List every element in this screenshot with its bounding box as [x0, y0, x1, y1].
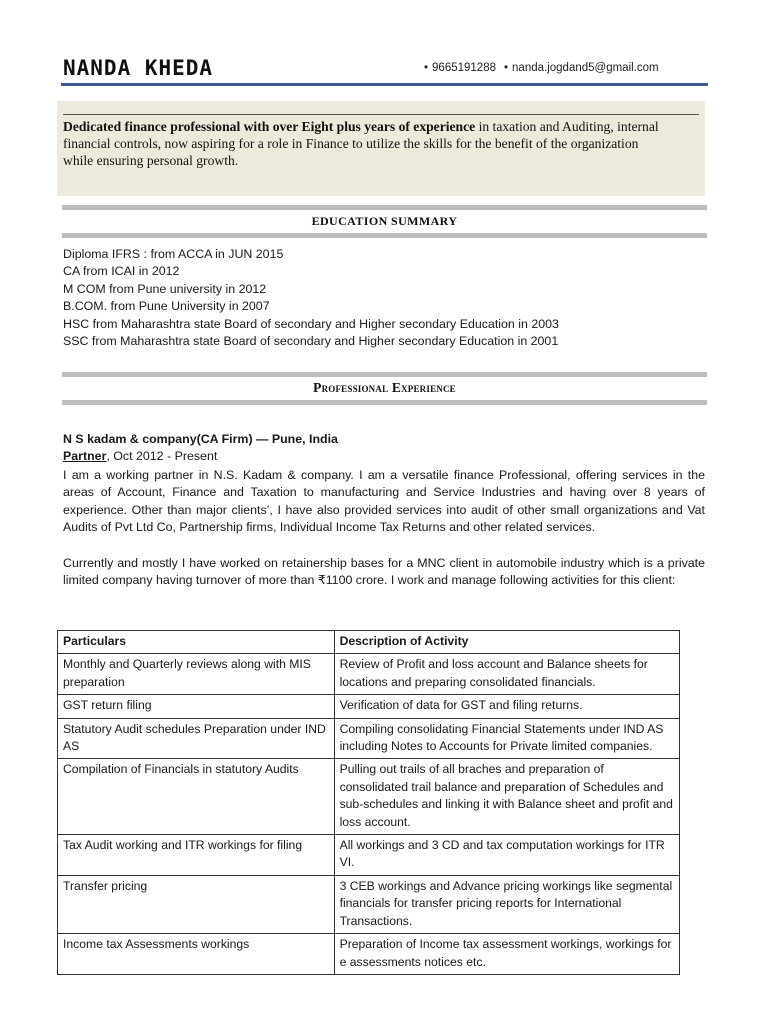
email-address: nanda.jogdand5@gmail.com — [512, 62, 659, 74]
table-cell: Income tax Assessments workings — [58, 934, 335, 975]
table-cell: Verification of data for GST and filing returns. — [334, 695, 679, 718]
table-row — [58, 759, 680, 835]
company-name: N S kadam & company(CA Firm) — Pune, India — [63, 432, 338, 446]
table-cell: Review of Profit and loss account and Balance sheets for locations and preparing consolidated financials. — [334, 654, 679, 695]
education-list — [63, 246, 559, 350]
table-row — [58, 934, 680, 975]
experience-heading: Professional Experience — [313, 380, 456, 395]
section-band — [62, 233, 707, 238]
table-row — [58, 835, 680, 876]
column-header: Particulars — [58, 631, 335, 654]
table-cell: Monthly and Quarterly reviews along with MIS preparation — [58, 654, 335, 695]
role-line — [63, 449, 217, 463]
summary-rest: in taxation and Auditing, internal financial controls, now aspiring for a role in Finance to utilize the skills for the benefit of the organization while ensuring personal growth. — [63, 119, 659, 168]
table-cell: GST return filing — [58, 695, 335, 718]
table-cell: Compiling consolidating Financial Statements under IND AS including Notes to Accounts for Private limited companies. — [334, 718, 679, 759]
section-band — [62, 400, 707, 405]
section-band — [62, 372, 707, 377]
table-row — [58, 654, 680, 695]
header-divider — [61, 83, 708, 86]
phone-number: 9665191288 — [432, 62, 496, 74]
table-cell: 3 CEB workings and Advance pricing workings like segmental financials for transfer pricing reports for International Transactions. — [334, 875, 679, 933]
table-row — [58, 695, 680, 718]
summary-divider — [63, 114, 699, 115]
bullet-icon: • — [504, 62, 509, 74]
table-row — [58, 718, 680, 759]
table-cell: Pulling out trails of all braches and preparation of consolidated trail balance and preparation of Schedules and sub-schedules and linking it with Balance sheet and profit and loss account. — [334, 759, 679, 835]
table-header-row — [58, 631, 680, 654]
table-cell: Statutory Audit schedules Preparation under IND AS — [58, 718, 335, 759]
section-band — [62, 205, 707, 210]
candidate-name: NANDA KHEDA — [63, 56, 214, 80]
education-item: B.COM. from Pune University in 2007 — [63, 299, 270, 314]
education-item: SSC from Maharashtra state Board of secondary and Higher secondary Education in 2001 — [63, 334, 559, 349]
table-cell: All workings and 3 CD and tax computation workings for ITR VI. — [334, 835, 679, 876]
table-row — [58, 875, 680, 933]
experience-paragraph: I am a working partner in N.S. Kadam & company. I am a versatile finance Professional, offering services in the areas of Account, Finance and Taxation to manufacturing and Service Industries and having over 8 years of experience. Other than major clients’, I have also provided services into audit of other small organizations and Vat Audits of Pvt Ltd Co, Partnership firms, Individual Income Tax Returns and other related services. — [63, 468, 705, 535]
education-item: HSC from Maharashtra state Board of secondary and Higher secondary Education in 2003 — [63, 316, 559, 331]
education-heading: EDUCATION SUMMARY — [311, 214, 458, 228]
table-cell: Compilation of Financials in statutory Audits — [58, 759, 335, 835]
education-item: M COM from Pune university in 2012 — [63, 281, 267, 296]
column-header: Description of Activity — [334, 631, 679, 654]
bullet-icon: • — [424, 62, 429, 74]
role-dates: , Oct 2012 - Present — [106, 449, 218, 463]
education-item: CA from ICAI in 2012 — [63, 264, 180, 279]
summary-text — [63, 118, 663, 169]
contact-info — [424, 62, 659, 74]
summary-box — [57, 101, 705, 196]
education-item: Diploma IFRS : from ACCA in JUN 2015 — [63, 247, 284, 261]
experience-paragraph: Currently and mostly I have worked on retainership bases for a MNC client in automobile industry which is a private limited company having turnover of more than ₹1100 crore. I work and manage following activities for this client: — [63, 556, 705, 588]
role-title: Partner — [63, 449, 107, 463]
table-cell: Tax Audit working and ITR workings for filing — [58, 835, 335, 876]
table-cell: Preparation of Income tax assessment workings, workings for e assessments notices etc. — [334, 934, 679, 975]
activities-table — [57, 630, 680, 975]
summary-bold: Dedicated finance professional with over Eight plus years of experience — [63, 119, 476, 134]
table-cell: Transfer pricing — [58, 875, 335, 933]
